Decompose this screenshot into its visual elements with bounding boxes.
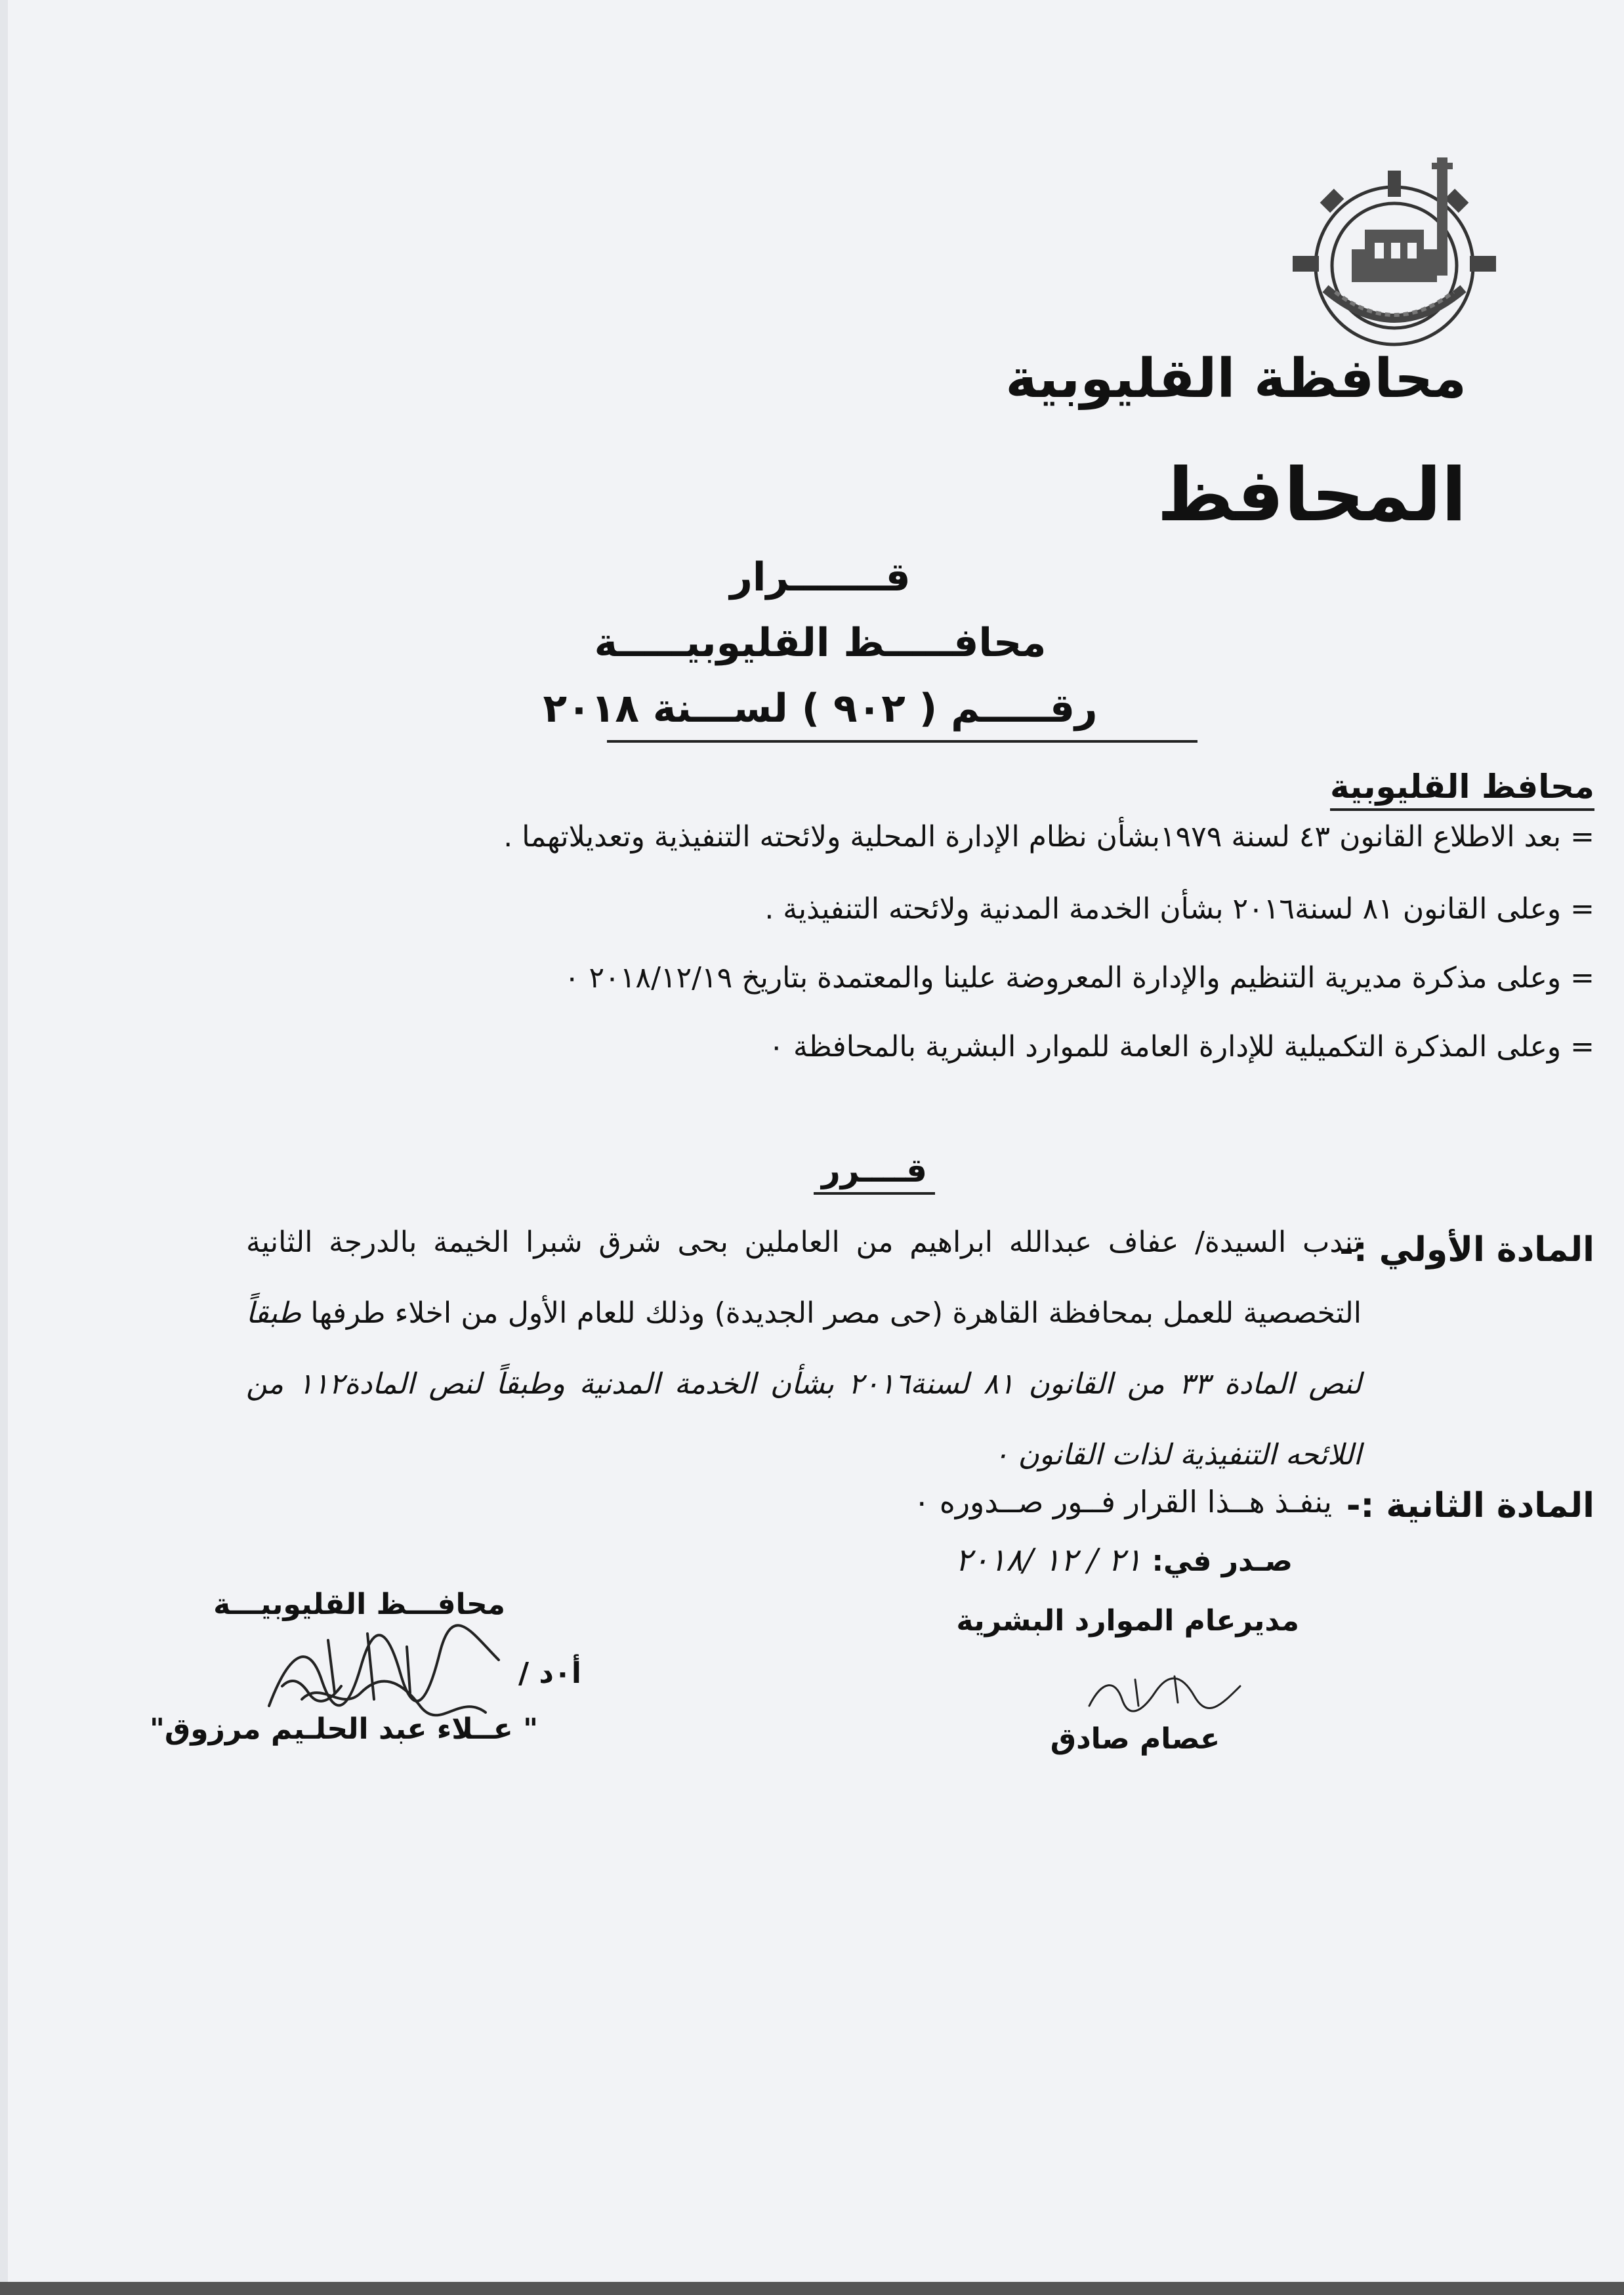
article-2-label: المادة الثانية :- [1346,1486,1594,1525]
issue-date-value: ٢١ / ١٢ /٢٠١٨ [955,1542,1142,1579]
governor-signature-title: محافـــظ القليوبيـــة [213,1588,505,1621]
hr-director-title: مديرعام الموارد البشرية [956,1604,1299,1638]
preamble-item: = وعلى مذكرة مديرية التنظيم والإدارة المعروضة علينا والمعتمدة بتاريخ ٢٠١٨/١٢/١٩ ٠ [564,961,1594,995]
article-2-text: ينفـذ هــذا القرار فــور صــدوره ٠ [913,1484,1332,1520]
decision-issuer-line: محافـــــظ القليوبيـــــة [594,620,1047,666]
scan-bottom-edge [0,2282,1624,2295]
governorate-name: محافظة القليوبية [1005,348,1467,410]
article-1-text [246,1207,1362,1491]
article-1-label: المادة الأولي :- [1339,1230,1594,1270]
issue-date-label: صـدر في: [1152,1544,1293,1578]
hr-director-handwritten-signature [1083,1666,1247,1719]
decided-heading: قــــرر [814,1151,935,1195]
article-1-text-plain: تندب السيدة/ عفاف عبدالله ابراهيم من العاملين بحى شرق شبرا الخيمة بالدرجة الثانية التخصصية للعمل بمحافظة القاهرة (حى مصر الجديدة) وذلك للعام الأول من اخلاء طرفها [246,1226,1362,1330]
issue-date [955,1542,1293,1579]
title-underline [607,740,1197,743]
governor-title-prefix: أ٠د / [518,1657,581,1690]
qalyubia-governorate-emblem-icon [1286,157,1503,354]
governor-handwritten-signature [262,1614,512,1726]
preamble-item: = وعلى المذكرة التكميلية للإدارة العامة للموارد البشرية بالمحافظة ٠ [768,1030,1594,1064]
governor-name: " عــلاء عبد الحلـيم مرزوق" [149,1712,538,1746]
hr-director-name: عصام صادق [1050,1722,1220,1756]
preamble-item: = بعد الاطلاع القانون ٤٣ لسنة ١٩٧٩بشأن نظام الإدارة المحلية ولائحته التنفيذية وتعديلاتهما . [503,820,1594,854]
article-1-text-italic: طبقاً لنص المادة ٣٣ من القانون ٨١ لسنة٢٠١٦ بشأن الخدمة المدنية وطبقاً لنص المادة١١٢ من اللائحه التنفيذية لذات القانون ٠ [246,1296,1362,1472]
scan-left-edge [0,0,8,2295]
role-title: المحافظ [1157,453,1467,538]
preamble-item: = وعلى القانون ٨١ لسنة٢٠١٦ بشأن الخدمة المدنية ولائحته التنفيذية . [764,892,1594,926]
decision-title: قـــــــرار [730,554,911,600]
decision-number-line: رقـــــم ( ٩٠٢ ) لســـنة ٢٠١٨ [543,686,1098,732]
preamble-issuer: محافظ القليوبية [1330,768,1594,811]
